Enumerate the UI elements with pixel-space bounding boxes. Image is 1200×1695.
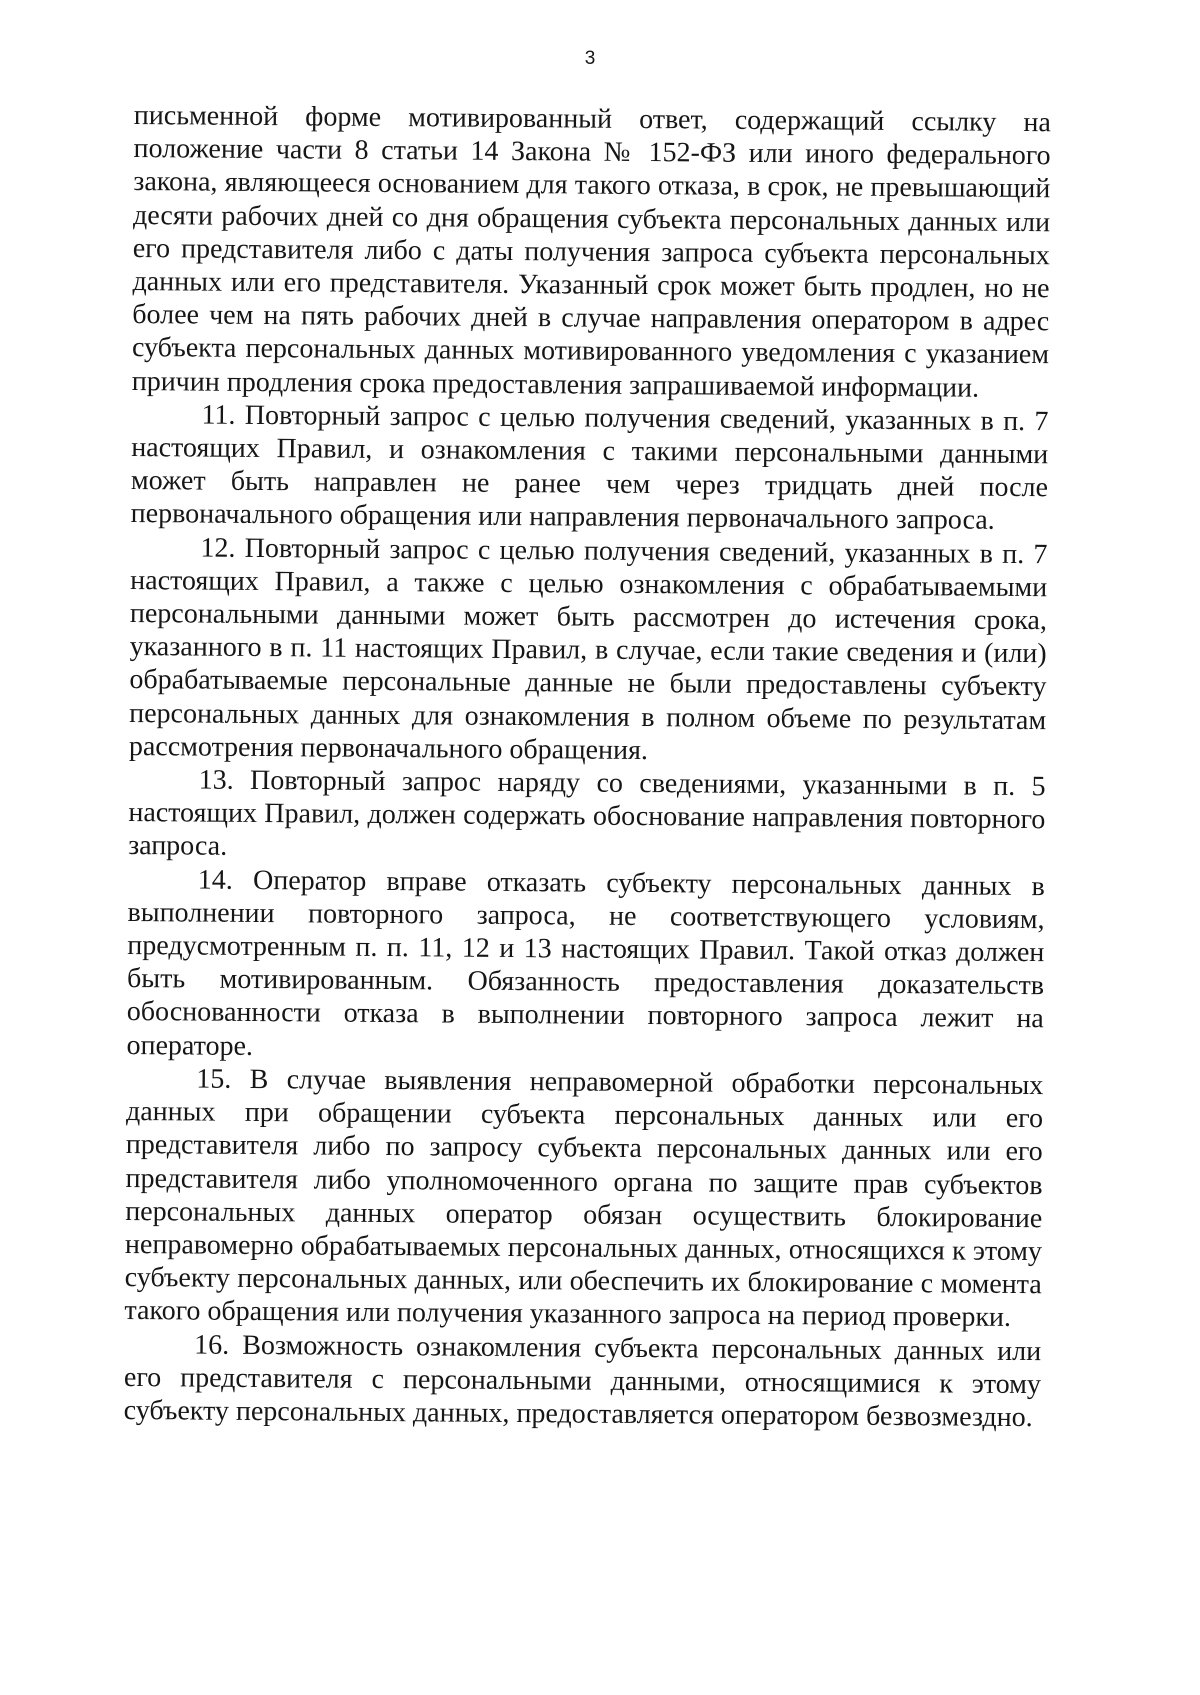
paragraph-continuation: письменной форме мотивированный ответ, содержащий ссылку на положение части 8 статьи 14 Закона № 152-ФЗ или иного федерального закона, являющееся основанием для такого отказа, в срок, не превышающий десяти рабочих дней со дня обращения субъекта персональных данных или его представителя либо с даты получения запроса субъекта персональных данных или его представителя. Указанный срок может быть продлен, но не более чем на пять рабочих дней в случае направления оператором в адрес субъекта персональных данных мотивированного уведомления с указанием причин продления срока предоставления запрашиваемой информации. xyxy=(131,99,1051,404)
paragraph-13: 13. Повторный запрос наряду со сведениями, указанными в п. 5 настоящих Правил, должен содержать обоснование направления повторного запроса. xyxy=(128,764,1046,863)
page-number: 3 xyxy=(584,48,596,69)
paragraph-14: 14. Оператор вправе отказать субъекту персональных данных в выполнении повторного запроса, не соответствующего условиям, предусмотренным п. п. 11, 12 и 13 настоящих Правил. Такой отказ должен быть мотивированным. Обязанность предоставления доказательств обоснованности отказа в выполнении повторного запроса лежит на операторе. xyxy=(126,864,1045,1062)
document-body xyxy=(124,99,1051,1434)
paragraph-12: 12. Повторный запрос с целью получения сведений, указанных в п. 7 настоящих Правил, а также с целью ознакомления с обрабатываемыми персональными данными может быть рассмотрен до истечения срока, указанного в п. 11 настоящих Правил, в случае, если такие сведения и (или) обрабатываемые персональные данные не были предоставлены субъекту персональных данных для ознакомления в полном объеме по результатам рассмотрения первоначального обращения. xyxy=(128,532,1048,766)
paragraph-16: 16. Возможность ознакомления субъекта персональных данных или его представителя с персональными данными, относящимися к этому субъекту персональных данных, предоставляется оператором безвозмездно. xyxy=(123,1329,1042,1434)
paragraph-11: 11. Повторный запрос с целью получения сведений, указанных в п. 7 настоящих Правил, и ознакомления с такими персональными данными может быть направлен не ранее чем через тридцать дней после первоначального обращения или направления первоначального запроса. xyxy=(130,399,1049,537)
paragraph-15: 15. В случае выявления неправомерной обработки персональных данных при обращении субъекта персональных данных или его представителя либо по запросу субъекта персональных данных или его представителя либо уполномоченного органа по защите прав субъектов персональных данных оператор обязан осуществить блокирование неправомерно обрабатываемых персональных данных, относящихся к этому субъекту персональных данных, или обеспечить их блокирование с момента такого обращения или получения указанного запроса на период проверки. xyxy=(124,1063,1044,1334)
